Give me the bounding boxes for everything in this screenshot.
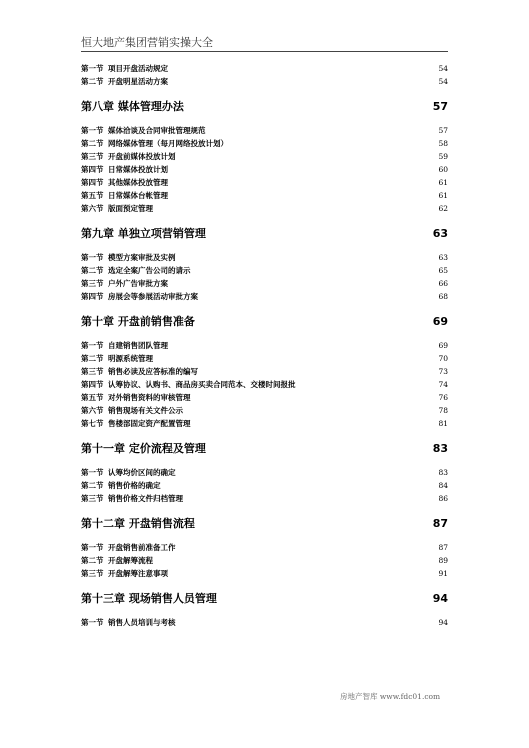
toc-entry-label: 第一节 项目开盘活动规定 bbox=[81, 64, 169, 73]
toc-entry[interactable] bbox=[81, 616, 448, 629]
chapter-heading[interactable] bbox=[81, 438, 448, 460]
toc-entry-label: 第一节 认筹均价区间的确定 bbox=[81, 468, 176, 477]
toc-entry-page: 62 bbox=[438, 204, 448, 213]
toc-entry-label: 第七节 售楼部固定资产配置管理 bbox=[81, 419, 191, 428]
chapter-page: 83 bbox=[432, 442, 448, 455]
toc-entry-label: 第三节 开盘解筹注意事项 bbox=[81, 569, 169, 578]
toc-entry-page: 54 bbox=[438, 64, 448, 73]
toc-entry-label: 第六节 版面预定管理 bbox=[81, 204, 154, 213]
toc-entry-label: 第四节 其他媒体投放管理 bbox=[81, 178, 169, 187]
page-header: 恒大地产集团营销实操大全 bbox=[81, 37, 448, 52]
toc-entry-page: 60 bbox=[438, 165, 448, 174]
toc-entry-label: 第二节 明源系统管理 bbox=[81, 354, 154, 363]
toc-entry[interactable] bbox=[81, 391, 448, 404]
toc-entry[interactable] bbox=[81, 62, 448, 75]
toc-entry-label: 第四节 认筹协议、认购书、商品房买卖合同范本、交楼时间报批 bbox=[81, 380, 296, 389]
toc-entry[interactable] bbox=[81, 150, 448, 163]
chapter-heading[interactable] bbox=[81, 588, 448, 610]
chapter-heading[interactable] bbox=[81, 513, 448, 535]
toc-entry[interactable] bbox=[81, 124, 448, 137]
toc-entry-label: 第二节 选定全案广告公司的请示 bbox=[81, 266, 191, 275]
toc-entry-page: 94 bbox=[438, 618, 448, 627]
toc-entry-page: 76 bbox=[438, 393, 448, 402]
chapter-page: 69 bbox=[432, 315, 448, 328]
toc-entry[interactable] bbox=[81, 378, 448, 391]
chapter-heading[interactable] bbox=[81, 96, 448, 118]
chapter-title: 第九章 单独立项营销管理 bbox=[81, 227, 206, 240]
toc-entry[interactable] bbox=[81, 479, 448, 492]
chapter-title: 第十章 开盘前销售准备 bbox=[81, 315, 195, 328]
toc-entry-label: 第二节 开盘解筹流程 bbox=[81, 556, 154, 565]
toc-entry-page: 61 bbox=[438, 178, 448, 187]
toc-entry-page: 68 bbox=[438, 292, 448, 301]
toc-entry[interactable] bbox=[81, 202, 448, 215]
toc-entry-label: 第五节 日常媒体台帐管理 bbox=[81, 191, 169, 200]
chapter-heading[interactable] bbox=[81, 223, 448, 245]
toc-entry[interactable] bbox=[81, 290, 448, 303]
chapter-heading[interactable] bbox=[81, 311, 448, 333]
page-footer: 房地产智库 www.fdc01.com bbox=[340, 692, 441, 701]
lead-entries bbox=[81, 62, 448, 88]
toc-entry-label: 第一节 开盘销售前准备工作 bbox=[81, 543, 176, 552]
chapter-title: 第八章 媒体管理办法 bbox=[81, 100, 184, 113]
toc-entry-page: 83 bbox=[438, 468, 448, 477]
toc-entry[interactable] bbox=[81, 417, 448, 430]
toc-entry-page: 63 bbox=[438, 253, 448, 262]
toc-entry-page: 59 bbox=[438, 152, 448, 161]
toc-entry-page: 78 bbox=[438, 406, 448, 415]
toc-entry[interactable] bbox=[81, 492, 448, 505]
toc-entry-page: 54 bbox=[438, 77, 448, 86]
toc-entry-label: 第三节 开盘前媒体投放计划 bbox=[81, 152, 176, 161]
toc-entry[interactable] bbox=[81, 137, 448, 150]
toc-entry-page: 87 bbox=[438, 543, 448, 552]
table-of-contents bbox=[81, 62, 448, 629]
toc-entry-page: 91 bbox=[438, 569, 448, 578]
toc-entry-label: 第五节 对外销售资料的审核管理 bbox=[81, 393, 191, 402]
toc-entry-label: 第四节 房展会等参展活动审批方案 bbox=[81, 292, 199, 301]
toc-entry-page: 65 bbox=[438, 266, 448, 275]
toc-entry-label: 第一节 模型方案审批及实例 bbox=[81, 253, 176, 262]
toc-entry[interactable] bbox=[81, 352, 448, 365]
toc-entry-label: 第六节 销售现场有关文件公示 bbox=[81, 406, 184, 415]
toc-entry[interactable] bbox=[81, 251, 448, 264]
toc-entry[interactable] bbox=[81, 277, 448, 290]
toc-entry-label: 第二节 网络媒体管理（每月网络投放计划） bbox=[81, 139, 229, 148]
toc-entry-page: 66 bbox=[438, 279, 448, 288]
toc-entry[interactable] bbox=[81, 404, 448, 417]
toc-entry-page: 58 bbox=[438, 139, 448, 148]
toc-entry-page: 69 bbox=[438, 341, 448, 350]
toc-entry-page: 61 bbox=[438, 191, 448, 200]
chapter-page: 87 bbox=[432, 517, 448, 530]
chapter-page: 63 bbox=[432, 227, 448, 240]
toc-entry-page: 81 bbox=[438, 419, 448, 428]
toc-entry[interactable] bbox=[81, 75, 448, 88]
toc-entry[interactable] bbox=[81, 567, 448, 580]
toc-entry-page: 89 bbox=[438, 556, 448, 565]
toc-entry[interactable] bbox=[81, 176, 448, 189]
toc-entry-label: 第三节 销售价格文件归档管理 bbox=[81, 494, 184, 503]
toc-entry-label: 第三节 户外广告审批方案 bbox=[81, 279, 169, 288]
toc-entry-page: 86 bbox=[438, 494, 448, 503]
chapter-list bbox=[81, 96, 448, 629]
chapter-title: 第十二章 开盘销售流程 bbox=[81, 517, 195, 530]
toc-entry[interactable] bbox=[81, 365, 448, 378]
chapter-title: 第十三章 现场销售人员管理 bbox=[81, 592, 217, 605]
toc-entry-page: 74 bbox=[438, 380, 448, 389]
toc-entry-page: 84 bbox=[438, 481, 448, 490]
toc-entry[interactable] bbox=[81, 339, 448, 352]
toc-entry[interactable] bbox=[81, 466, 448, 479]
toc-entry[interactable] bbox=[81, 554, 448, 567]
toc-entry[interactable] bbox=[81, 541, 448, 554]
chapter-page: 94 bbox=[432, 592, 448, 605]
toc-entry-label: 第二节 开盘明星活动方案 bbox=[81, 77, 169, 86]
toc-entry-page: 70 bbox=[438, 354, 448, 363]
toc-entry-label: 第一节 销售人员培训与考核 bbox=[81, 618, 176, 627]
toc-entry-label: 第一节 媒体洽谈及合同审批管理规范 bbox=[81, 126, 206, 135]
toc-entry[interactable] bbox=[81, 163, 448, 176]
toc-entry-label: 第一节 自建销售团队管理 bbox=[81, 341, 169, 350]
chapter-title: 第十一章 定价流程及管理 bbox=[81, 442, 206, 455]
toc-entry[interactable] bbox=[81, 264, 448, 277]
toc-entry-label: 第四节 日常媒体投放计划 bbox=[81, 165, 169, 174]
chapter-page: 57 bbox=[432, 100, 448, 113]
toc-entry-page: 57 bbox=[438, 126, 448, 135]
toc-entry-label: 第三节 销售必读及应答标准的编写 bbox=[81, 367, 199, 376]
toc-entry[interactable] bbox=[81, 189, 448, 202]
toc-entry-label: 第二节 销售价格的确定 bbox=[81, 481, 161, 490]
toc-entry-page: 73 bbox=[438, 367, 448, 376]
